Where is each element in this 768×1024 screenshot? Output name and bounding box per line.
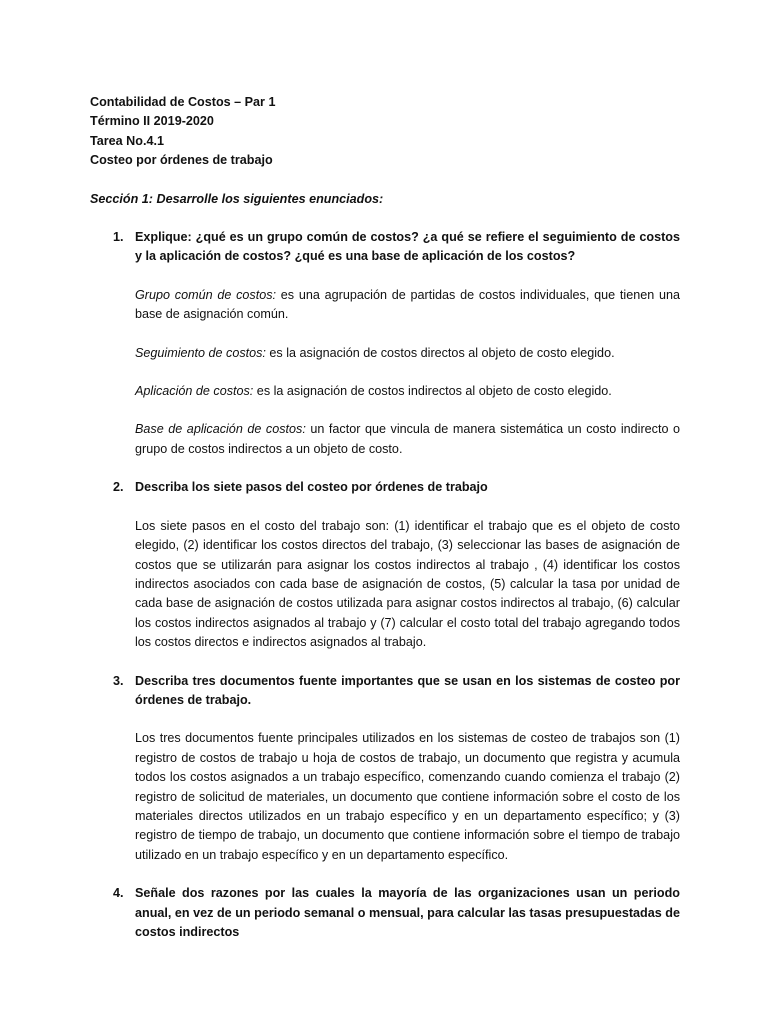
course-title: Contabilidad de Costos – Par 1 bbox=[90, 95, 276, 109]
answer-paragraph: Los tres documentos fuente principales utilizados en los sistemas de costeo de trabajos son (1) registro de costos de trabajo u hoja de costos de trabajo, un documento que registra y acumula todos los costos asignados a un trabajo específico, comenzando cuando comienza el trabajo (2) registro de solicitud de materiales, un documento que contiene información sobre el costo de los materiales directos utilizados en un trabajo específico y en un departamento específico; y (3) registro de tiempo de trabajo, un documento que contiene información sobre el tiempo de trabajo utilizado en un trabajo específico y en un departamento específico. bbox=[135, 731, 680, 862]
assignment-topic: Costeo por órdenes de trabajo bbox=[90, 153, 273, 168]
question-number: 4. bbox=[113, 886, 124, 901]
definition-text: es una agrupación de partidas de costos individuales, que tienen una base de asignación común. bbox=[135, 287, 681, 322]
section-title: Sección 1: Desarrolle los siguientes enunciados: bbox=[90, 191, 384, 206]
definition-paragraph bbox=[135, 382, 680, 401]
question-text: Describa los siete pasos del costeo por órdenes de trabajo bbox=[135, 480, 488, 495]
definition-text: un factor que vincula de manera sistemática un costo indirecto o grupo de costos indirectos a un objeto de costo. bbox=[135, 422, 680, 456]
definition-text: es la asignación de costos indirectos al objeto de costo elegido. bbox=[253, 384, 612, 399]
question-text: Describa tres documentos fuente importantes que se usan en los sistemas de costeo por órdenes de trabajo. bbox=[135, 673, 680, 707]
definition-paragraph bbox=[135, 344, 680, 363]
question-item-4 bbox=[90, 884, 680, 942]
question-item-1 bbox=[90, 228, 680, 459]
question-list bbox=[90, 228, 680, 942]
definition-term: Base de aplicación de costos: bbox=[135, 422, 306, 437]
question-number: 1. bbox=[113, 230, 124, 245]
definition-term: Grupo común de costos: bbox=[135, 287, 277, 302]
term-label: Término II 2019-2020 bbox=[90, 114, 214, 129]
assignment-number: Tarea No.4.1 bbox=[90, 133, 164, 148]
document-header bbox=[90, 93, 680, 171]
definition-paragraph bbox=[135, 286, 680, 325]
definition-text: es la asignación de costos directos al objeto de costo elegido. bbox=[265, 345, 615, 360]
definition-paragraph bbox=[135, 420, 680, 459]
document-content bbox=[90, 93, 680, 961]
question-text: Explique: ¿qué es un grupo común de costos? ¿a qué se refiere el seguimiento de costos y la aplicación de costos? ¿qué es una base de aplicación de los costos? bbox=[135, 230, 680, 264]
question-text: Señale dos razones por las cuales la mayoría de las organizaciones usan un periodo anual, en vez de un periodo semanal o mensual, para calcular las tasas presupuestadas de costos indirectos bbox=[135, 886, 680, 939]
question-item-2 bbox=[90, 478, 680, 652]
question-number: 2. bbox=[113, 480, 124, 495]
question-item-3 bbox=[90, 672, 680, 866]
definition-term: Aplicación de costos: bbox=[135, 384, 254, 399]
question-number: 3. bbox=[113, 673, 124, 688]
answer-paragraph: Los siete pasos en el costo del trabajo son: (1) identificar el trabajo que es el objeto de costo elegido, (2) identificar los costos directos del trabajo, (3) seleccionar las bases de asignación de costos que se utilizarán para asignar los costos indirectos al trabajo , (4) identificar los costos indirectos asociados con cada base de asignación de costos, (5) calcular la tasa por unidad de cada base de asignación de costos utilizada para asignar costos indirectos al trabajo, (6) calcular los costos indirectos asignados al trabajo y (7) calcular el costo total del trabajo agregando todos los costos directos e indirectos asignados al trabajo. bbox=[135, 518, 680, 650]
definition-term: Seguimiento de costos: bbox=[135, 345, 266, 360]
